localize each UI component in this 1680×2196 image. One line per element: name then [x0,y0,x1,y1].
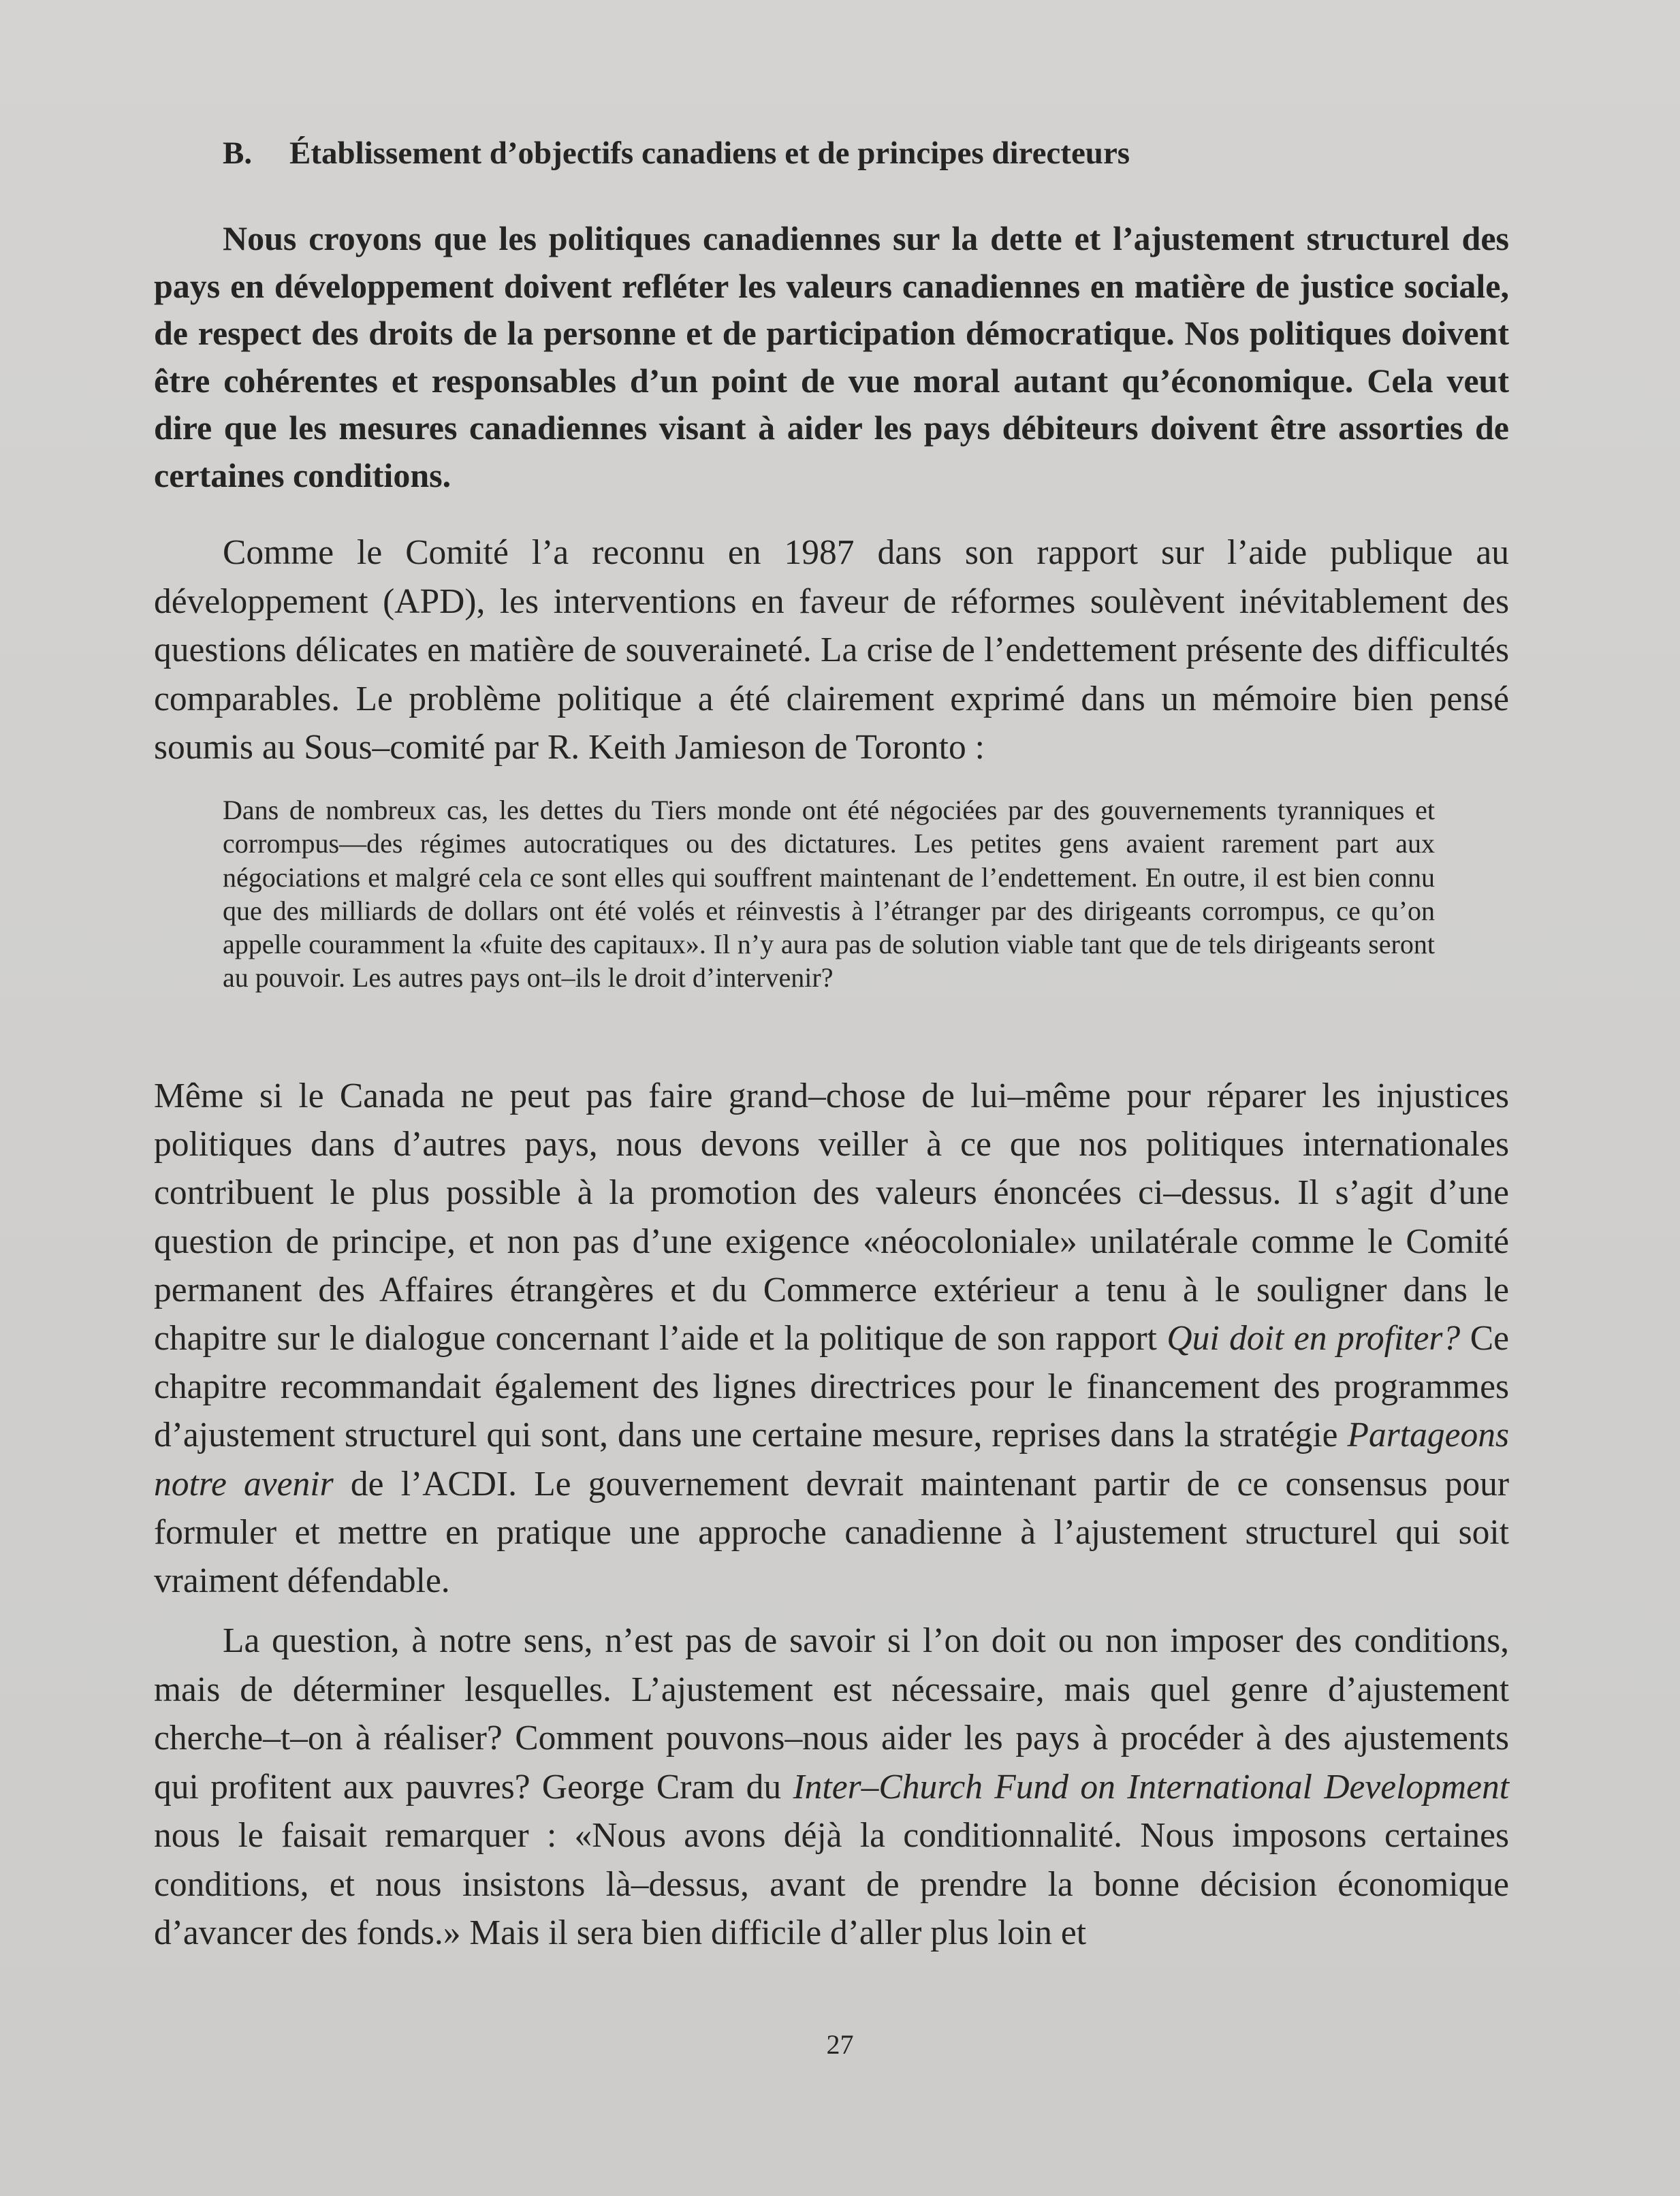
paragraph-text: nous le faisait remarquer : «Nous avons déjà la conditionnalité. Nous imposons certaines conditions, et nous insistons là–dessus, avant de prendre la bonne décision économique d’avancer des fonds.» Mais il sera bien difficile d’aller plus loin et [154,1816,1509,1952]
section-letter: B. [223,136,253,171]
paragraph-conditionality [154,1617,1509,1958]
block-quote: Dans de nombreux cas, les dettes du Tiers monde ont été négociées par des gouvernements tyranniques et corrompus—des régimes autocratiques ou des dictatures. Les petites gens avaient rarement part aux négociations et malgré cela ce sont elles qui souffrent maintenant de l’endettement. En outre, il est bien connu que des milliards de dollars ont été volés et réinvestis à l’étranger par des dirigeants corrompus, ce qu’on appelle couramment la «fuite des capitaux». Il n’y aura pas de solution viable tant que de tels dirigeants seront au pouvoir. Les autres pays ont–ils le droit d’intervenir? [223,795,1435,993]
paragraph-text: Ce chapitre recommandait également des lignes directrices pour le financement des programmes d’ajustement structurel qui sont, dans une certaine mesure, reprises dans la stratégie [154,1319,1509,1455]
paragraph-text: de l’ACDI. Le gouvernement devrait maintenant partir de ce consensus pour formuler et mettre en pratique une approche canadienne à l’ajustement structurel qui soit vraiment défendable. [154,1464,1509,1601]
paragraph-text: La question, à notre sens, n’est pas de savoir si l’on doit ou non imposer des conditions, mais de déterminer lesquelles. L’ajustement est nécessaire, mais quel genre d’ajustement cherche–t–on à réaliser? Comment pouvons–nous aider les pays à procéder à des ajustements qui profitent aux pauvres? George Cram du [154,1621,1509,1807]
section-title: Établissement d’objectifs canadiens et de principes directeurs [289,136,1130,171]
paragraph-oda-report: Comme le Comité l’a reconnu en 1987 dans son rapport sur l’aide publique au développement (APD), les interventions en faveur de réformes soulèvent inévitablement des questions délicates en matière de souveraineté. La crise de l’endettement présente des difficultés comparables. Le problème politique a été clairement exprimé dans un mémoire bien pensé soumis au Sous–comité par R. Keith Jamieson de Toronto : [154,533,1509,767]
section-heading [223,135,1130,172]
page-number: 27 [826,2029,854,2060]
organization-name-italic: Inter–Church Fund on International Development [793,1767,1510,1807]
strategy-title-italic: Partageons notre avenir [154,1416,1509,1503]
bold-intro-paragraph: Nous croyons que les politiques canadiennes sur la dette et l’ajustement structurel des pays en développement doivent refléter les valeurs canadiennes en matière de justice sociale, de respect des droits de la personne et de participation démocratique. Nos politiques doivent être cohérentes et responsables d’un point de vue moral autant qu’économique. Cela veut dire que les mesures canadiennes visant à aider les pays débiteurs doivent être assorties de certaines conditions. [154,219,1509,494]
paragraph-text: Même si le Canada ne peut pas faire grand–chose de lui–même pour réparer les injustices politiques dans d’autres pays, nous devons veiller à ce que nos politiques internationales contribuent le plus possible à la promotion des valeurs énoncées ci–dessus. Il s’agit d’une question de principe, et non pas d’une exigence «néocoloniale» unilatérale comme le Comité permanent des Affaires étrangères et du Commerce extérieur a tenu à le souligner dans le chapitre sur le dialogue concernant l’aide et la politique de son rapport [154,1077,1509,1358]
paragraph-canada-policies [154,1072,1509,1605]
report-title-italic: Qui doit en profiter? [1167,1319,1461,1358]
